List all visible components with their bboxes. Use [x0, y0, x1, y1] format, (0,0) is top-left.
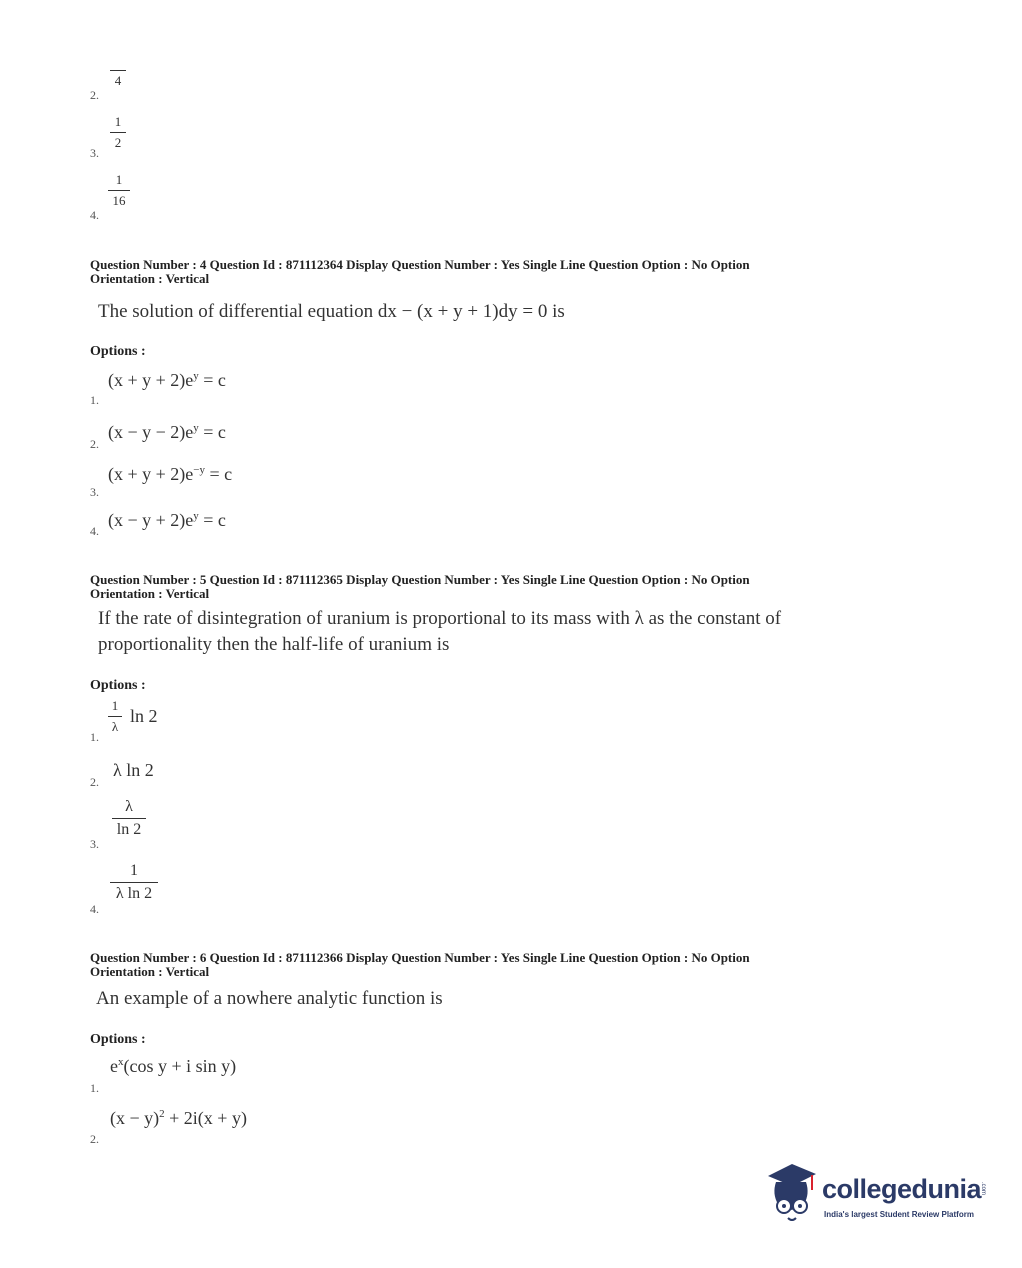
- option-superscript: y: [193, 370, 199, 382]
- fraction-numerator: 1: [130, 862, 138, 879]
- option-superscript: x: [118, 1056, 124, 1068]
- question-text: [98, 606, 781, 658]
- fraction-denominator: λ: [111, 719, 119, 734]
- fraction-bar: [110, 882, 158, 883]
- option-math: (x − y): [110, 1108, 160, 1128]
- fraction: [110, 68, 126, 89]
- fraction-denominator: λ ln 2: [115, 885, 153, 902]
- option-math: = c: [205, 464, 233, 484]
- option-superscript: y: [193, 422, 199, 434]
- option-number: 3.: [90, 485, 99, 499]
- fraction-numerator: 1: [111, 698, 119, 713]
- fraction-bar: [110, 132, 126, 133]
- option-1: ln 2: [130, 706, 158, 726]
- collegedunia-logo: [762, 1160, 992, 1232]
- fraction-numerator: λ: [125, 798, 133, 815]
- fraction-denominator: 16: [112, 193, 126, 208]
- question-meta-line: Orientation : Vertical: [90, 586, 210, 601]
- option-number: 2.: [90, 88, 99, 102]
- fraction-denominator: 4: [114, 73, 122, 88]
- option-2: λ ln 2: [113, 760, 154, 780]
- question-meta-line: Orientation : Vertical: [90, 271, 210, 286]
- question-text-line: If the rate of disintegration of uranium is proportional to its mass with λ as the constant of: [98, 608, 782, 629]
- option-2: [110, 1108, 247, 1129]
- question-meta: [90, 258, 750, 286]
- option-math: (x − y + 2)e: [108, 510, 194, 530]
- option-number: 1.: [90, 1081, 99, 1095]
- option-number: 3.: [90, 837, 99, 851]
- option-number: 2.: [90, 1132, 99, 1146]
- option-math: + 2i(x + y): [164, 1108, 247, 1128]
- option-math: e: [110, 1056, 118, 1076]
- option-3: [108, 464, 232, 485]
- fraction-numerator: 1: [115, 172, 123, 187]
- option-math: = c: [198, 422, 226, 442]
- logo-tagline: India's largest Student Review Platform: [824, 1210, 974, 1219]
- option-number: 1.: [90, 730, 99, 744]
- fraction-bar: [108, 716, 122, 717]
- question-meta-line: Question Number : 6 Question Id : 871112366 Display Question Number : Yes Single Line Question Option : No Option: [90, 950, 750, 965]
- option-number: 3.: [90, 146, 99, 160]
- fraction: [110, 862, 158, 903]
- fraction: [108, 172, 130, 209]
- option-1: [110, 1056, 236, 1077]
- fraction-denominator: ln 2: [116, 821, 142, 838]
- logo-wordmark: collegedunia: [822, 1174, 982, 1204]
- question-text: An example of a nowhere analytic function is: [96, 988, 443, 1009]
- option-number: 4.: [90, 208, 99, 222]
- question-meta: [90, 573, 750, 601]
- option-4: [108, 510, 226, 531]
- option-number: 1.: [90, 393, 99, 407]
- option-number: 4.: [90, 524, 99, 538]
- fraction-denominator: 2: [114, 135, 122, 150]
- question-text: The solution of differential equation dx − (x + y + 1)dy = 0 is: [98, 301, 565, 322]
- mascot-icon: [762, 1160, 820, 1228]
- question-meta-line: Orientation : Vertical: [90, 964, 210, 979]
- fraction-numerator: 1: [114, 114, 122, 129]
- option-1: [108, 370, 226, 391]
- fraction: [110, 114, 126, 151]
- fraction-bar: [108, 190, 130, 191]
- fraction-bar: [112, 818, 146, 819]
- option-math: (x − y − 2)e: [108, 422, 194, 442]
- option-superscript: −y: [193, 464, 205, 476]
- option-superscript: y: [193, 510, 199, 522]
- options-label: Options :: [90, 1032, 146, 1047]
- option-math: (cos y + i sin y): [123, 1056, 237, 1076]
- option-math: = c: [198, 510, 226, 530]
- fraction-bar: [110, 70, 126, 71]
- options-label: Options :: [90, 678, 146, 693]
- option-superscript: 2: [159, 1108, 165, 1120]
- option-math: = c: [198, 370, 226, 390]
- option-number: 4.: [90, 902, 99, 916]
- question-meta-line: Question Number : 4 Question Id : 871112364 Display Question Number : Yes Single Line Question Option : No Option: [90, 257, 750, 272]
- options-label: Options :: [90, 344, 146, 359]
- option-number: 2.: [90, 775, 99, 789]
- option-math: (x + y + 2)e: [108, 464, 194, 484]
- option-2: [108, 422, 226, 443]
- question-meta-line: Question Number : 5 Question Id : 871112365 Display Question Number : Yes Single Line Question Option : No Option: [90, 572, 750, 587]
- fraction: [108, 698, 122, 735]
- question-meta: [90, 951, 750, 979]
- question-text-line: proportionality then the half-life of uranium is: [98, 634, 450, 655]
- option-number: 2.: [90, 437, 99, 451]
- logo-suffix: .com: [980, 1182, 986, 1196]
- fraction: [112, 798, 146, 839]
- option-math: (x + y + 2)e: [108, 370, 194, 390]
